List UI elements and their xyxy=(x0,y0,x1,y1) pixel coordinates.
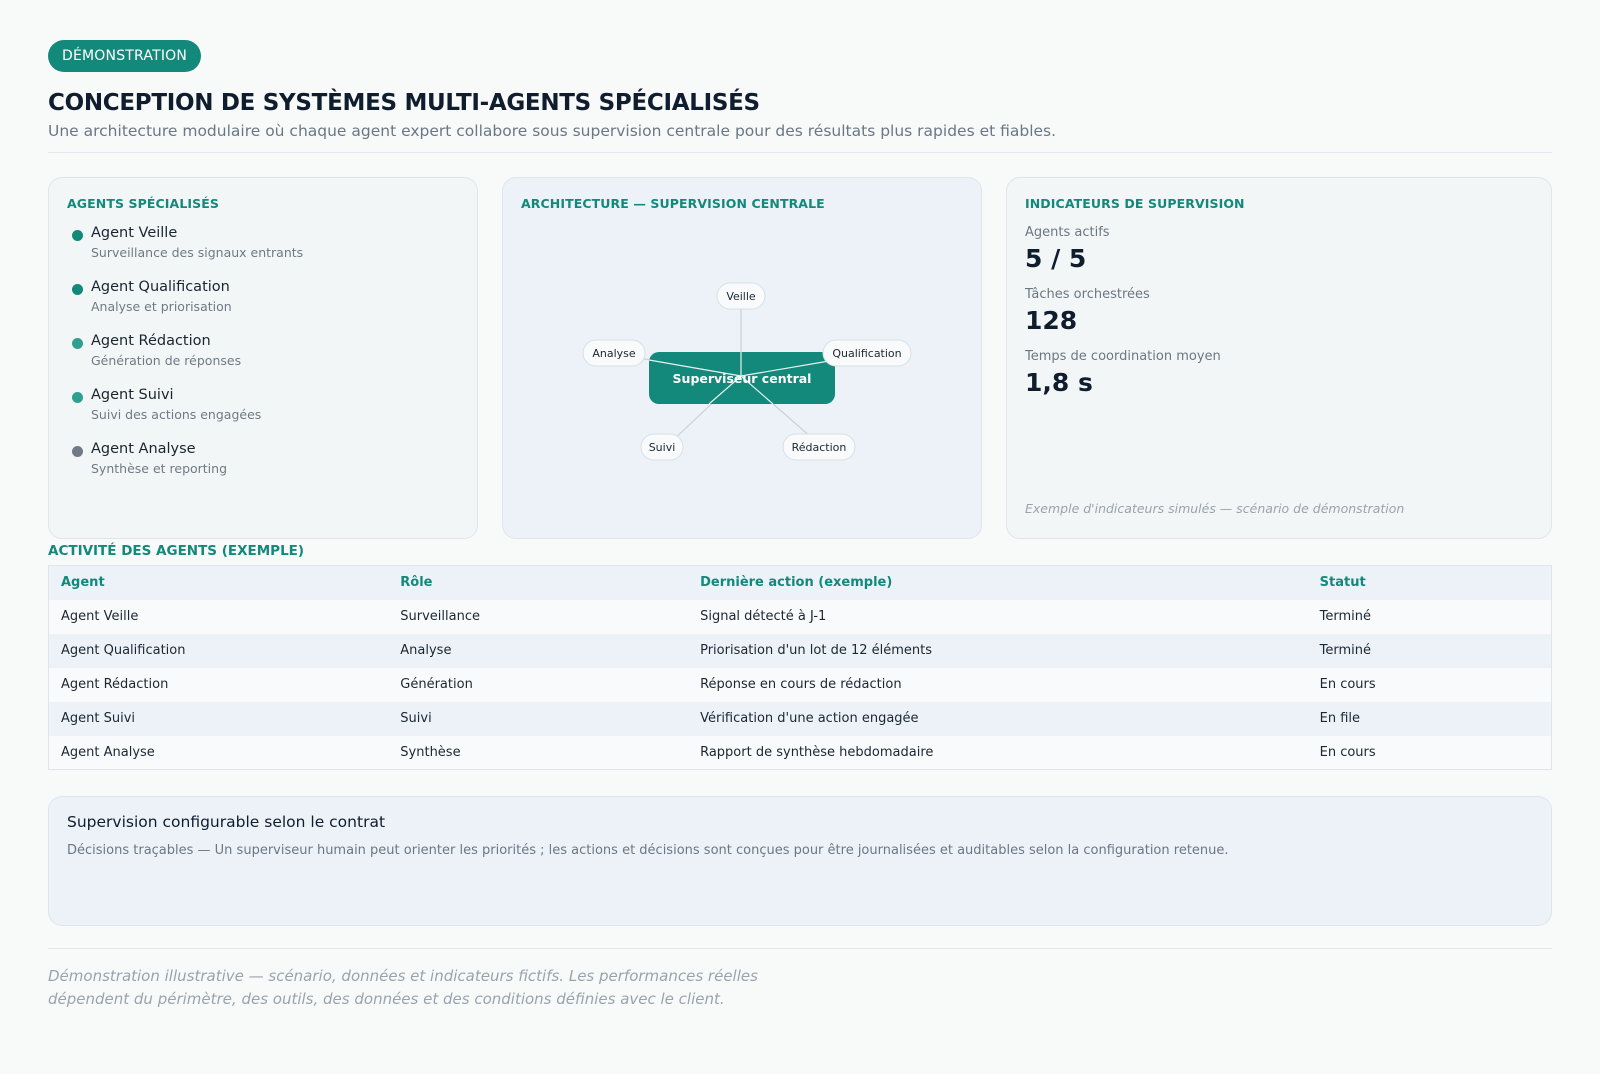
agent-name: Agent Rédaction xyxy=(91,333,211,349)
node-redaction-label: Rédaction xyxy=(791,441,847,454)
agent-description: Surveillance des signaux entrants xyxy=(91,245,304,260)
cell-action: Rapport de synthèse hebdomadaire xyxy=(688,736,1308,770)
cell-agent: Agent Analyse xyxy=(49,736,389,770)
supervisor-label: Superviseur central xyxy=(672,371,812,386)
column-header-last-action: Dernière action (exemple) xyxy=(688,566,1308,600)
cell-action: Réponse en cours de rédaction xyxy=(688,668,1308,702)
cell-role: Analyse xyxy=(388,634,688,668)
column-header-agent: Agent xyxy=(49,566,389,600)
agent-name: Agent Qualification xyxy=(91,279,230,295)
indicators-panel xyxy=(1006,177,1552,539)
table-row xyxy=(49,600,1552,634)
node-analyse-label: Analyse xyxy=(592,347,636,360)
indicator-value: 128 xyxy=(1025,306,1078,335)
architecture-panel-title: ARCHITECTURE — SUPERVISION CENTRALE xyxy=(521,196,825,211)
indicator-label: Tâches orchestrées xyxy=(1025,287,1150,302)
cell-status: En file xyxy=(1308,702,1552,736)
status-dot-icon xyxy=(72,392,83,403)
node-suivi-label: Suivi xyxy=(648,441,676,454)
agent-name: Agent Analyse xyxy=(91,441,196,457)
indicator-value: 5 / 5 xyxy=(1025,244,1087,273)
footnote-line-1: Démonstration illustrative — scénario, données et indicateurs fictifs. Les performances réelles xyxy=(48,967,758,985)
header-divider xyxy=(48,152,1552,153)
cell-status: Terminé xyxy=(1308,634,1552,668)
supervision-text: Décisions traçables — Un superviseur humain peut orienter les priorités ; les actions et décisions sont conçues pour être journalisées et auditables selon la configuration retenue. xyxy=(67,843,1229,858)
cell-agent: Agent Veille xyxy=(49,600,389,634)
cell-role: Surveillance xyxy=(388,600,688,634)
indicator-value: 1,8 s xyxy=(1025,368,1093,397)
indicators-note: Exemple d'indicateurs simulés — scénario de démonstration xyxy=(1025,501,1405,516)
demo-badge: DÉMONSTRATION xyxy=(48,40,201,72)
agents-panel xyxy=(48,177,478,539)
footnote xyxy=(48,965,768,1011)
cell-status: En cours xyxy=(1308,668,1552,702)
cell-role: Génération xyxy=(388,668,688,702)
column-header-role: Rôle xyxy=(388,566,688,600)
indicator-active-agents xyxy=(1025,225,1533,273)
status-dot-icon xyxy=(72,230,83,241)
agent-list xyxy=(67,225,459,495)
indicator-coordination-time xyxy=(1025,349,1533,397)
node-veille-label: Veille xyxy=(726,290,756,303)
cell-action: Signal détecté à J-1 xyxy=(688,600,1308,634)
agent-item-suivi xyxy=(67,387,459,441)
cell-action: Priorisation d'un lot de 12 éléments xyxy=(688,634,1308,668)
status-dot-icon xyxy=(72,446,83,457)
agent-description: Synthèse et reporting xyxy=(91,461,228,476)
status-dot-icon xyxy=(72,284,83,295)
cell-role: Synthèse xyxy=(388,736,688,770)
column-header-status: Statut xyxy=(1308,566,1552,600)
cell-agent: Agent Qualification xyxy=(49,634,389,668)
table-row xyxy=(49,634,1552,668)
table-row xyxy=(49,702,1552,736)
panels-row xyxy=(48,177,1552,539)
cell-status: Terminé xyxy=(1308,600,1552,634)
agent-name: Agent Suivi xyxy=(91,387,174,403)
footer-divider xyxy=(48,948,1552,949)
agent-description: Analyse et priorisation xyxy=(91,299,232,314)
indicators-panel-title: INDICATEURS DE SUPERVISION xyxy=(1025,196,1245,211)
status-dot-icon xyxy=(72,338,83,349)
agent-item-analyse xyxy=(67,441,459,495)
agent-description: Suivi des actions engagées xyxy=(91,407,262,422)
cell-agent: Agent Suivi xyxy=(49,702,389,736)
page xyxy=(48,40,1552,1011)
agents-panel-title: AGENTS SPÉCIALISÉS xyxy=(67,196,219,211)
indicator-label: Temps de coordination moyen xyxy=(1025,349,1221,364)
activity-table xyxy=(48,565,1552,770)
table-row xyxy=(49,736,1552,770)
supervision-title: Supervision configurable selon le contrat xyxy=(67,813,386,831)
architecture-diagram xyxy=(503,178,983,540)
agent-description: Génération de réponses xyxy=(91,353,242,368)
agent-item-veille xyxy=(67,225,459,279)
node-qualification-label: Qualification xyxy=(832,347,902,360)
indicator-tasks xyxy=(1025,287,1533,335)
cell-status: En cours xyxy=(1308,736,1552,770)
footnote-line-2: dépendent du périmètre, des outils, des données et des conditions définies avec le client. xyxy=(48,990,725,1008)
table-header-row xyxy=(49,566,1552,600)
agent-item-redaction xyxy=(67,333,459,387)
cell-agent: Agent Rédaction xyxy=(49,668,389,702)
supervision-card xyxy=(48,796,1552,926)
cell-action: Vérification d'une action engagée xyxy=(688,702,1308,736)
table-row xyxy=(49,668,1552,702)
page-title: CONCEPTION DE SYSTÈMES MULTI-AGENTS SPÉCIALISÉS xyxy=(48,90,760,116)
activity-title: ACTIVITÉ DES AGENTS (EXEMPLE) xyxy=(48,543,305,559)
indicator-label: Agents actifs xyxy=(1025,225,1110,240)
page-subtitle: Une architecture modulaire où chaque agent expert collabore sous supervision centrale pour des résultats plus rapides et fiables. xyxy=(48,122,1057,140)
cell-role: Suivi xyxy=(388,702,688,736)
agent-item-qualification xyxy=(67,279,459,333)
architecture-panel xyxy=(502,177,982,539)
agent-name: Agent Veille xyxy=(91,225,178,241)
